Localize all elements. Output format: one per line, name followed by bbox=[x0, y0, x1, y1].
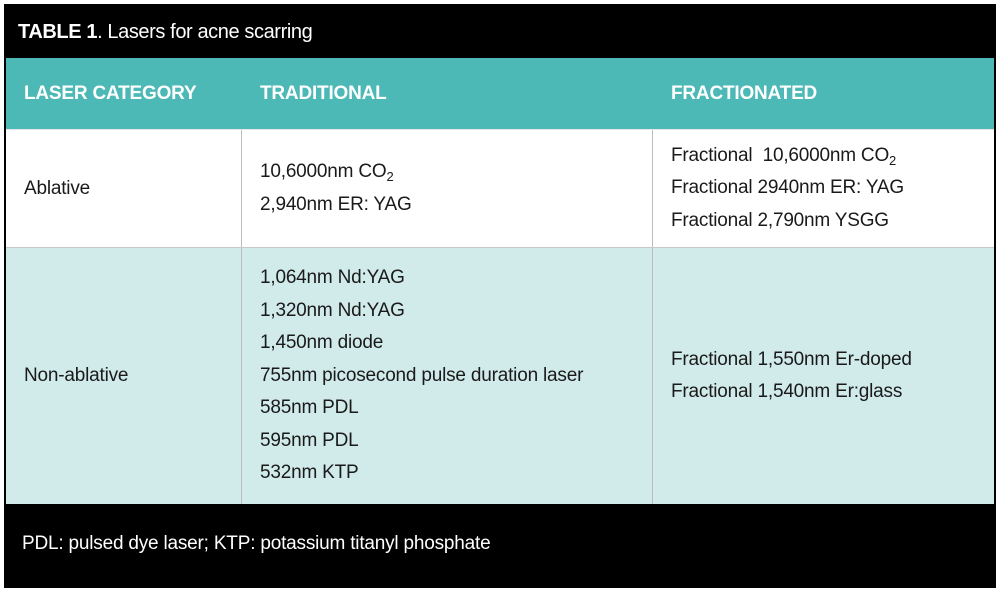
laser-item: Fractional 1,540nm Er:glass bbox=[671, 381, 903, 402]
traditional-list bbox=[260, 156, 412, 221]
laser-item: Fractional 2940nm ER: YAG bbox=[671, 177, 904, 199]
laser-item: 595nm PDL bbox=[260, 429, 359, 451]
table-header-row bbox=[6, 58, 994, 130]
header-fractionated: FRACTIONATED bbox=[671, 82, 818, 104]
laser-item: 1,064nm Nd:YAG bbox=[260, 267, 405, 289]
table-row-ablative bbox=[6, 130, 994, 248]
laser-item: Fractional 2,790nm YSGG bbox=[671, 209, 889, 231]
laser-item: 585nm PDL bbox=[260, 397, 359, 419]
header-laser-category: LASER CATEGORY bbox=[24, 82, 197, 104]
fractionated-cell bbox=[653, 248, 994, 504]
laser-item: Fractional 10,6000nm $CO_2$ bbox=[671, 144, 897, 168]
category-cell bbox=[6, 248, 242, 504]
table-number: TABLE 1 bbox=[18, 20, 98, 43]
laser-item: Fractional 1,550nm Er-doped bbox=[671, 348, 912, 370]
category-label: Non-ablative bbox=[24, 365, 129, 386]
laser-item: 1,320nm Nd:YAG bbox=[260, 299, 405, 321]
laser-item: 755nm picosecond pulse duration laser bbox=[260, 364, 584, 386]
laser-item: 2,940nm ER: YAG bbox=[260, 193, 412, 215]
fractionated-list bbox=[671, 344, 912, 409]
table-container bbox=[4, 4, 996, 588]
traditional-cell bbox=[242, 130, 653, 247]
category-label: Ablative bbox=[24, 177, 90, 199]
table-caption bbox=[6, 6, 994, 58]
laser-item: 532nm KTP bbox=[260, 462, 359, 484]
fractionated-cell bbox=[653, 130, 994, 247]
table-footnote: PDL: pulsed dye laser; KTP: potassium titanyl phosphate bbox=[22, 532, 491, 554]
laser-item: 10,6000nm $CO_2$ bbox=[260, 161, 394, 184]
category-cell bbox=[6, 130, 242, 247]
header-traditional: TRADITIONAL bbox=[260, 82, 387, 104]
traditional-list bbox=[260, 262, 583, 490]
traditional-cell bbox=[242, 248, 653, 504]
table-title: . Lasers for acne scarring bbox=[97, 20, 313, 43]
laser-item: 1,450nm diode bbox=[260, 332, 384, 354]
fractionated-list bbox=[671, 140, 904, 238]
table-row-non-ablative bbox=[6, 248, 994, 504]
